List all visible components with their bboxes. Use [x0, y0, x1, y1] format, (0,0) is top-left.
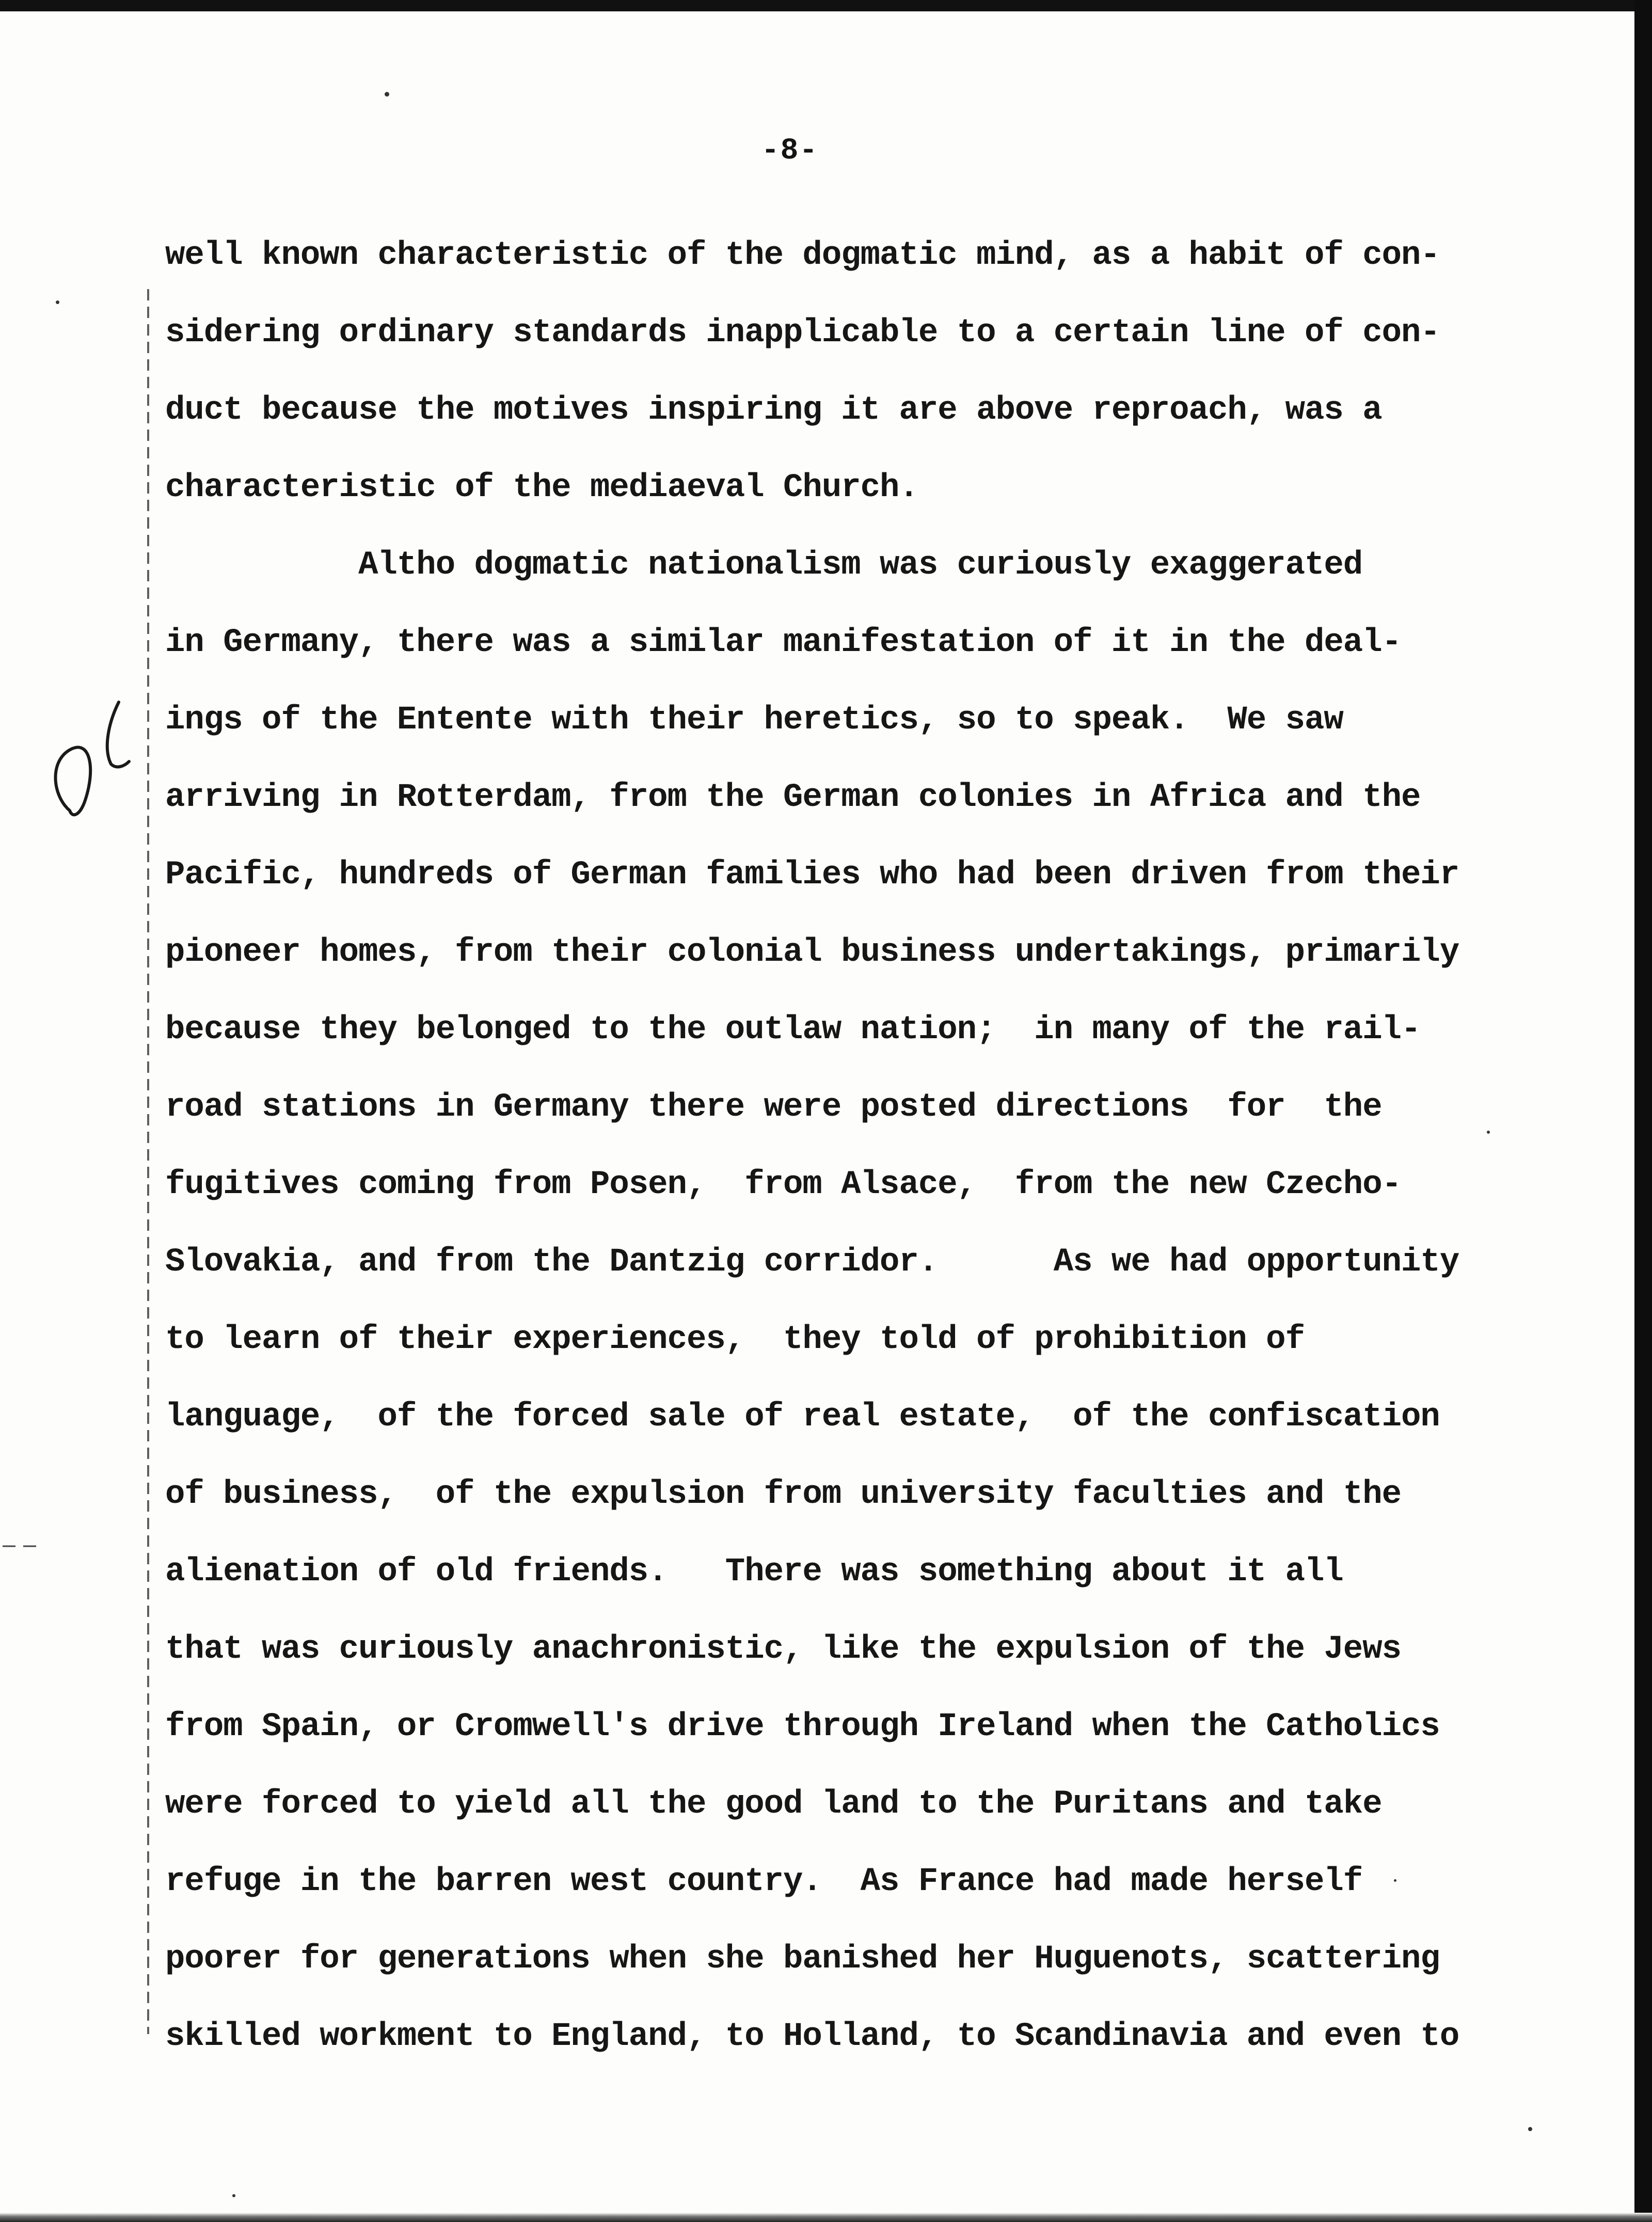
- text-line: refuge in the barren west country. As France had made herself: [165, 1863, 1363, 1900]
- text-line: well known characteristic of the dogmatic mind, as a habit of con-: [165, 237, 1440, 274]
- text-line: Altho dogmatic nationalism was curiously exaggerated: [165, 547, 1363, 584]
- text-line: of business, of the expulsion from university faculties and the: [165, 1476, 1401, 1513]
- text-line: because they belonged to the outlaw nation; in many of the rail-: [165, 1011, 1421, 1049]
- text-line: duct because the motives inspiring it are above reproach, was a: [165, 392, 1382, 429]
- margin-line: [147, 289, 149, 2034]
- text-line: ings of the Entente with their heretics, so to speak. We saw: [165, 702, 1343, 739]
- text-line: from Spain, or Cromwell's drive through Ireland when the Catholics: [165, 1708, 1440, 1745]
- margin-tick-mark: [0, 1541, 77, 1551]
- text-line: arriving in Rotterdam, from the German colonies in Africa and the: [165, 779, 1421, 816]
- text-line: Slovakia, and from the Dantzig corridor. As we had opportunity: [165, 1244, 1459, 1281]
- page-number: -8-: [761, 134, 819, 168]
- text-line: were forced to yield all the good land to the Puritans and take: [165, 1786, 1382, 1823]
- text-line: poorer for generations when she banished her Huguenots, scattering: [165, 1941, 1440, 1978]
- text-line: road stations in Germany there were posted directions for the: [165, 1089, 1382, 1126]
- text-line: that was curiously anachronistic, like the expulsion of the Jews: [165, 1631, 1401, 1668]
- scan-speck: [1487, 1131, 1490, 1134]
- text-line: characteristic of the mediaeval Church.: [165, 469, 918, 506]
- handwritten-margin-mark: [41, 692, 145, 826]
- text-line: pioneer homes, from their colonial business undertakings, primarily: [165, 934, 1459, 971]
- scan-speck: [385, 92, 389, 97]
- scan-border-right: [1634, 0, 1652, 2222]
- scan-speck: [232, 2194, 235, 2197]
- scan-border-top: [0, 0, 1652, 11]
- text-line: in Germany, there was a similar manifestation of it in the deal-: [165, 624, 1401, 661]
- text-line: to learn of their experiences, they told of prohibition of: [165, 1321, 1305, 1358]
- text-line: sidering ordinary standards inapplicable to a certain line of con-: [165, 314, 1440, 352]
- scan-speck: [1394, 1879, 1396, 1882]
- text-line: language, of the forced sale of real estate, of the confiscation: [165, 1399, 1440, 1436]
- scan-speck: [1528, 2127, 1532, 2131]
- text-line: skilled workment to England, to Holland, to Scandinavia and even to: [165, 2018, 1459, 2055]
- text-line: fugitives coming from Posen, from Alsace, from the new Czecho-: [165, 1166, 1401, 1203]
- text-line: alienation of old friends. There was something about it all: [165, 1553, 1343, 1591]
- scan-speck: [56, 300, 59, 304]
- text-line: Pacific, hundreds of German families who had been driven from their: [165, 856, 1459, 894]
- scan-border-bottom: [0, 2213, 1652, 2222]
